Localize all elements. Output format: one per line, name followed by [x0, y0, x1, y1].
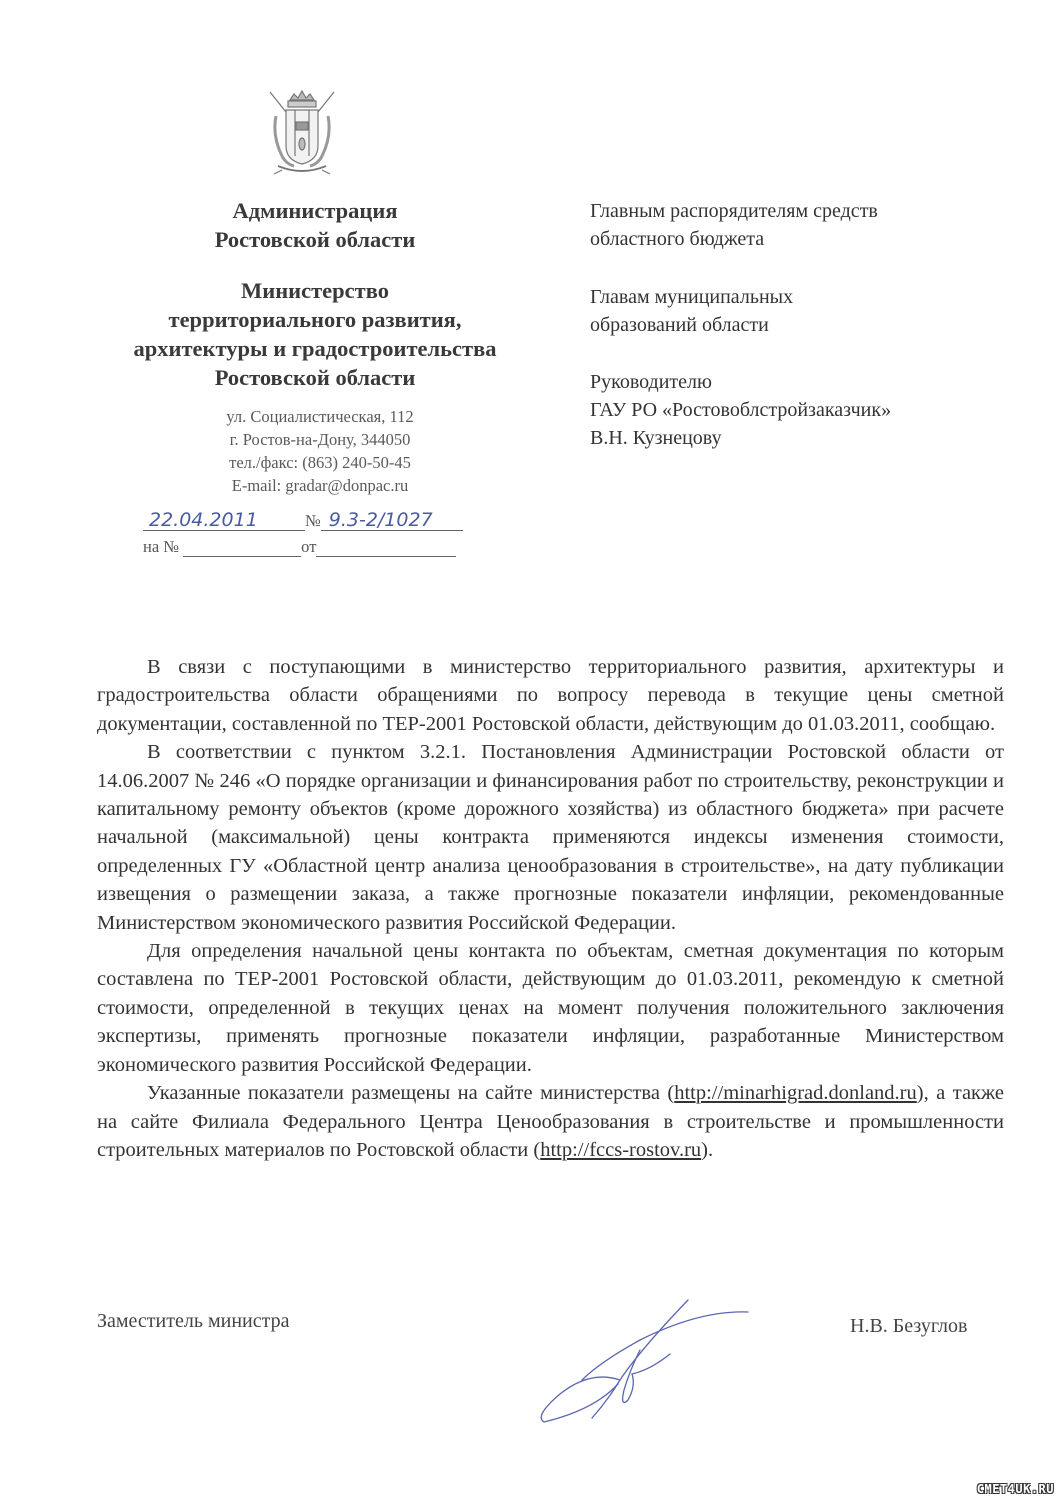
- from-label: от: [301, 537, 317, 556]
- address-street: ул. Социалистическая, 112: [226, 407, 414, 426]
- reference-label: на №: [143, 537, 180, 556]
- reference-line: [143, 536, 456, 557]
- ministry-line: архитектуры и градостроительства: [133, 336, 497, 361]
- recipient-line: ГАУ РО «Ростовоблстройзаказчик»: [590, 399, 892, 421]
- recipient-block: [590, 368, 1030, 452]
- paragraph: Для определения начальной цены контакта по объектам, сметная документация по которым составлена по ТЕР-2001 Ростовской области, действующим до 01.03.2011, рекомендую к сметной стоимости, определенной в текущих ценах на момент получения положительного заключения экспертизы, применять прогнозные показатели инфляции, разработанные Министерством экономического развития Российской Федерации.: [97, 940, 1004, 1076]
- ministry-address: [120, 405, 520, 497]
- recipient-block: [590, 283, 1030, 339]
- recipient-line: образований области: [590, 314, 769, 336]
- recipient-line: областного бюджета: [590, 228, 765, 250]
- paragraph-text: ), а также на сайте Филиала Федерального Центра Ценообразования в строительстве и промышленности строительных материалов по Ростовской области (: [97, 1082, 1004, 1161]
- handwritten-signature: [520, 1290, 760, 1435]
- registration-line: [143, 510, 463, 531]
- recipient-line: Руководителю: [590, 371, 712, 393]
- paragraph-text: Указанные показатели размещены на сайте министерства (: [147, 1082, 675, 1105]
- recipient-block: [590, 197, 1030, 253]
- reference-date-field: [316, 536, 456, 557]
- paragraph: [97, 1079, 1004, 1164]
- administration-line: Администрация: [232, 198, 398, 223]
- signatory-name: Н.В. Безуглов: [850, 1315, 968, 1337]
- registration-number-field: [321, 510, 463, 531]
- number-label: №: [305, 511, 321, 530]
- ministry-line: территориального развития,: [168, 307, 462, 332]
- address-email: E-mail: gradar@donpac.ru: [231, 476, 409, 495]
- ministry-line: Ростовской области: [214, 365, 416, 390]
- paragraph: В соответствии с пунктом 3.2.1. Постановления Администрации Ростовской области от 14.06.2007 № 246 «О порядке организации и финансирования работ по строительству, реконструкции и капитальному ремонту объектов (кроме дорожного хозяйства) из областного бюджета» при расчете начальной (максимальной) цены контракта применяются индексы изменения стоимости, определенных ГУ «Областной центр анализа ценообразования в строительстве», на дату публикации извещения о размещении заказа, а также прогнозные показатели инфляции, рекомендованные Министерством экономического развития Российской Федерации.: [97, 741, 1004, 934]
- signatory-position: Заместитель министра: [97, 1310, 290, 1332]
- ministry-website-link[interactable]: http://minarhigrad.donland.ru: [674, 1082, 917, 1105]
- address-city: г. Ростов-на-Дону, 344050: [229, 430, 411, 449]
- paragraph: В связи с поступающими в министерство территориального развития, архитектуры и градостроительства области обращениями по вопросу перевода в текущие цены сметной документации, составленной по ТЕР-2001 Ростовской области, действующим до 01.03.2011, сообщаю.: [97, 656, 1004, 735]
- reference-number-field: [183, 536, 301, 557]
- letter-body: [97, 653, 1004, 1164]
- paragraph-text: ).: [701, 1138, 714, 1161]
- ministry-title: [100, 276, 530, 392]
- administration-title: [100, 196, 530, 254]
- administration-line: Ростовской области: [214, 227, 416, 252]
- registration-number: 9.3-2/1027: [328, 509, 433, 531]
- registration-date: 22.04.2011: [149, 509, 258, 531]
- recipient-line: Главам муниципальных: [590, 286, 794, 308]
- fccs-website-link[interactable]: http://fccs-rostov.ru: [540, 1138, 702, 1161]
- address-phone: тел./факс: (863) 240-50-45: [229, 453, 411, 472]
- recipient-line: Главным распорядителям средств: [590, 200, 878, 222]
- ministry-line: Министерство: [241, 278, 389, 303]
- site-watermark: CMET4UK.RU: [976, 1482, 1054, 1496]
- coat-of-arms-emblem: [262, 86, 342, 182]
- recipient-line: В.Н. Кузнецову: [590, 427, 722, 449]
- registration-date-field: [143, 510, 305, 531]
